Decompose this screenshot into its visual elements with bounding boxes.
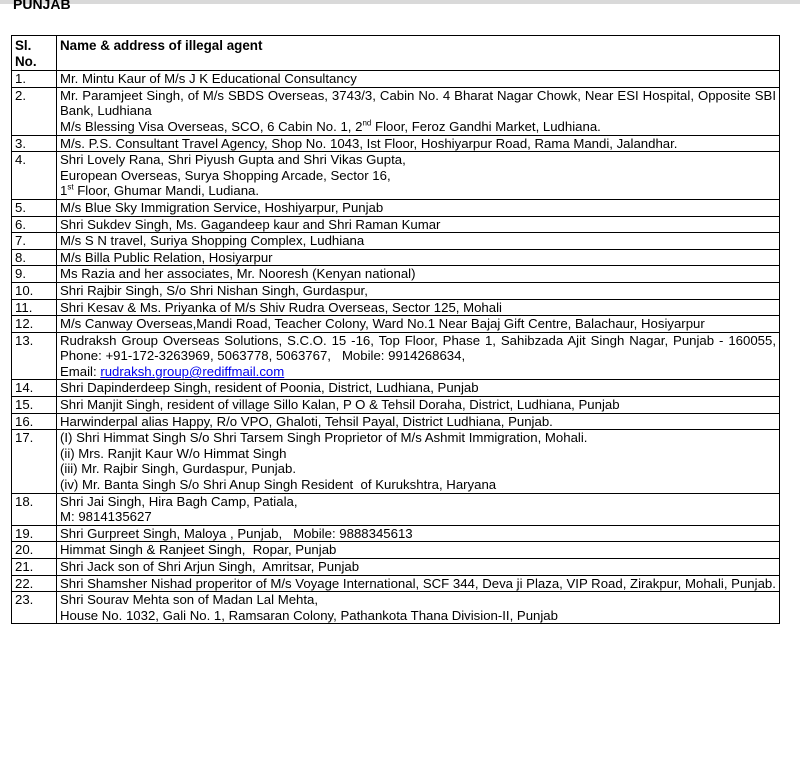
agent-detail-line: (iv) Mr. Banta Singh S/o Shri Anup Singh Resident of Kurukshtra, Haryana (60, 477, 497, 493)
agent-detail-line: European Overseas, Surya Shopping Arcade, Sector 16, (60, 167, 391, 183)
agent-detail-line: Shri Manjit Singh, resident of village Sillo Kalan, P O & Tehsil Doraha, District, Ludhiana, Punjab (60, 397, 620, 413)
agent-detail-line: Shri Lovely Rana, Shri Piyush Gupta and Shri Vikas Gupta, (60, 152, 406, 168)
serial-number-cell: 4. (12, 152, 57, 200)
column-header-sl-line1: Sl. (15, 38, 32, 53)
agent-detail-line: Shri Sukdev Singh, Ms. Gagandeep kaur and Shri Raman Kumar (60, 216, 441, 232)
serial-number-cell: 7. (12, 233, 57, 250)
serial-number-cell: 22. (12, 575, 57, 592)
serial-number-cell: 20. (12, 542, 57, 559)
agent-details-cell (57, 380, 780, 397)
serial-number-cell: 15. (12, 397, 57, 414)
agent-details-cell (57, 216, 780, 233)
table-body (12, 71, 787, 624)
agent-detail-line: M/s Blessing Visa Overseas, SCO, 6 Cabin No. 1, 2nd Floor, Feroz Gandhi Market, Ludhiana. (60, 118, 601, 134)
table-row (12, 559, 780, 576)
agent-detail-line: Harwinderpal alias Happy, R/o VPO, Ghaloti, Tehsil Payal, District Ludhiana, Punjab. (60, 413, 553, 429)
serial-number-cell: 5. (12, 199, 57, 216)
agent-details-cell (57, 152, 780, 200)
column-header-sl-line2: No. (15, 53, 37, 69)
agent-detail-line: Shri Gurpreet Singh, Maloya , Punjab, Mobile: 9888345613 (60, 525, 413, 541)
agent-detail-line: House No. 1032, Gali No. 1, Ramsaran Colony, Pathankota Thana Division-II, Punjab (60, 607, 558, 623)
agent-detail-line: Shri Shamsher Nishad properitor of M/s Voyage International, SCF 344, Deva ji Plaza, VIP Road, Zirakpur, Mohali, Punjab. (60, 575, 776, 591)
serial-number-cell: 10. (12, 282, 57, 299)
email-link[interactable]: rudraksh.group@rediffmail.com (100, 363, 285, 379)
table-row (12, 233, 780, 250)
agent-details-cell (57, 413, 780, 430)
table-row (12, 413, 780, 430)
agent-details-cell (57, 397, 780, 414)
top-toolbar-edge (0, 0, 800, 4)
agent-detail-line: M/s Blue Sky Immigration Service, Hoshiyarpur, Punjab (60, 199, 384, 215)
serial-number-cell: 17. (12, 430, 57, 493)
table-row (12, 525, 780, 542)
column-header-name-address: Name & address of illegal agent (57, 36, 780, 71)
table-row (12, 316, 780, 333)
table-row (12, 493, 780, 525)
table-row (12, 397, 780, 414)
serial-number-cell: 3. (12, 135, 57, 152)
agent-detail-line: Shri Jai Singh, Hira Bagh Camp, Patiala, (60, 493, 298, 509)
serial-number-cell: 16. (12, 413, 57, 430)
email-line (60, 364, 776, 380)
serial-number-cell: 6. (12, 216, 57, 233)
agent-details-cell (57, 135, 780, 152)
table-header-row (12, 36, 780, 71)
agent-detail-line: (iii) Mr. Rajbir Singh, Gurdaspur, Punjab. (60, 461, 297, 477)
agent-detail-line: (I) Shri Himmat Singh S/o Shri Tarsem Singh Proprietor of M/s Ashmit Immigration, Mohali. (60, 430, 588, 446)
table-row (12, 575, 780, 592)
serial-number-cell: 18. (12, 493, 57, 525)
agent-details-cell (57, 233, 780, 250)
agent-details-cell (57, 71, 780, 88)
agent-detail-line: Mr. Paramjeet Singh, of M/s SBDS Overseas, 3743/3, Cabin No. 4 Bharat Nagar Chowk, Near ESI Hospital, Opposite SBI Bank, Ludhiana (60, 87, 780, 119)
agent-details-cell (57, 575, 780, 592)
column-header-sl-no (12, 36, 57, 71)
table-row (12, 266, 780, 283)
agent-details-cell (57, 493, 780, 525)
table-row (12, 282, 780, 299)
agent-details-cell (57, 249, 780, 266)
agent-detail-line: (ii) Mrs. Ranjit Kaur W/o Himmat Singh (60, 445, 287, 461)
agent-details-cell (57, 332, 787, 380)
serial-number-cell: 21. (12, 559, 57, 576)
agent-detail-line: Shri Kesav & Ms. Priyanka of M/s Shiv Rudra Overseas, Sector 125, Mohali (60, 299, 502, 315)
table-row (12, 152, 780, 200)
agent-detail-line: Shri Jack son of Shri Arjun Singh, Amritsar, Punjab (60, 559, 360, 574)
agent-detail-line: Ms Razia and her associates, Mr. Nooresh (Kenyan national) (60, 266, 416, 282)
serial-number-cell: 9. (12, 266, 57, 283)
agent-detail-line: M: 9814135627 (60, 509, 152, 525)
agent-detail-line: M/s S N travel, Suriya Shopping Complex, Ludhiana (60, 233, 365, 249)
table-row (12, 199, 780, 216)
table-row (12, 542, 780, 559)
agent-details-cell (57, 266, 780, 283)
serial-number-cell: 23. (12, 592, 57, 624)
agent-detail-line: Shri Sourav Mehta son of Madan Lal Mehta, (60, 592, 319, 608)
agent-details-cell (57, 87, 780, 135)
agent-detail-line: Rudraksh Group Overseas Solutions, S.C.O. 15 -16, Top Floor, Phase 1, Sahibzada Ajit Singh Nagar, Punjab - 160055, Phone: +91-172-3263969, 5063778, 5063767, Mobile: 9914268634, (60, 332, 787, 364)
table-row (12, 216, 780, 233)
serial-number-cell: 19. (12, 525, 57, 542)
table-row (12, 249, 780, 266)
table-row (12, 380, 780, 397)
serial-number-cell: 1. (12, 71, 57, 88)
agent-details-cell (57, 282, 780, 299)
agent-detail-line: 1st Floor, Ghumar Mandi, Ludiana. (60, 182, 260, 199)
serial-number-cell: 13. (12, 332, 57, 380)
serial-number-cell: 14. (12, 380, 57, 397)
agent-details-cell (57, 542, 780, 559)
agent-detail-line: M/s Canway Overseas,Mandi Road, Teacher Colony, Ward No.1 Near Bajaj Gift Centre, Balachaur, Hosiyarpur (60, 316, 705, 332)
agent-details-cell (57, 430, 780, 493)
agent-details-cell (57, 592, 780, 624)
agent-detail-line: Mr. Mintu Kaur of M/s J K Educational Consultancy (60, 71, 357, 87)
serial-number-cell: 2. (12, 87, 57, 135)
table-row (12, 332, 780, 380)
agent-detail-line: Shri Rajbir Singh, S/o Shri Nishan Singh, Gurdaspur, (60, 282, 368, 298)
agent-details-cell (57, 559, 780, 576)
serial-number-cell: 8. (12, 249, 57, 266)
agent-details-cell (57, 199, 780, 216)
agent-details-cell (57, 316, 780, 333)
table-row (12, 71, 780, 88)
agent-detail-line: M/s. P.S. Consultant Travel Agency, Shop No. 1043, Ist Floor, Hoshiyarpur Road, Rama Mandi, Jalandhar. (60, 135, 678, 151)
serial-number-cell: 11. (12, 299, 57, 316)
table-row (12, 430, 780, 493)
state-heading: PUNJAB (13, 0, 71, 9)
table-row (12, 135, 780, 152)
agent-details-cell (57, 525, 780, 542)
table-row (12, 299, 780, 316)
serial-number-cell: 12. (12, 316, 57, 333)
table-row (12, 592, 780, 624)
agent-details-cell (57, 299, 780, 316)
email-label: Email: (60, 363, 101, 379)
illegal-agents-table (11, 35, 787, 624)
agent-detail-line: M/s Billa Public Relation, Hosiyarpur (60, 249, 273, 265)
agent-detail-line: Shri Dapinderdeep Singh, resident of Poonia, District, Ludhiana, Punjab (60, 380, 479, 396)
agent-detail-line: Himmat Singh & Ranjeet Singh, Ropar, Punjab (60, 542, 337, 558)
table-row (12, 87, 780, 135)
